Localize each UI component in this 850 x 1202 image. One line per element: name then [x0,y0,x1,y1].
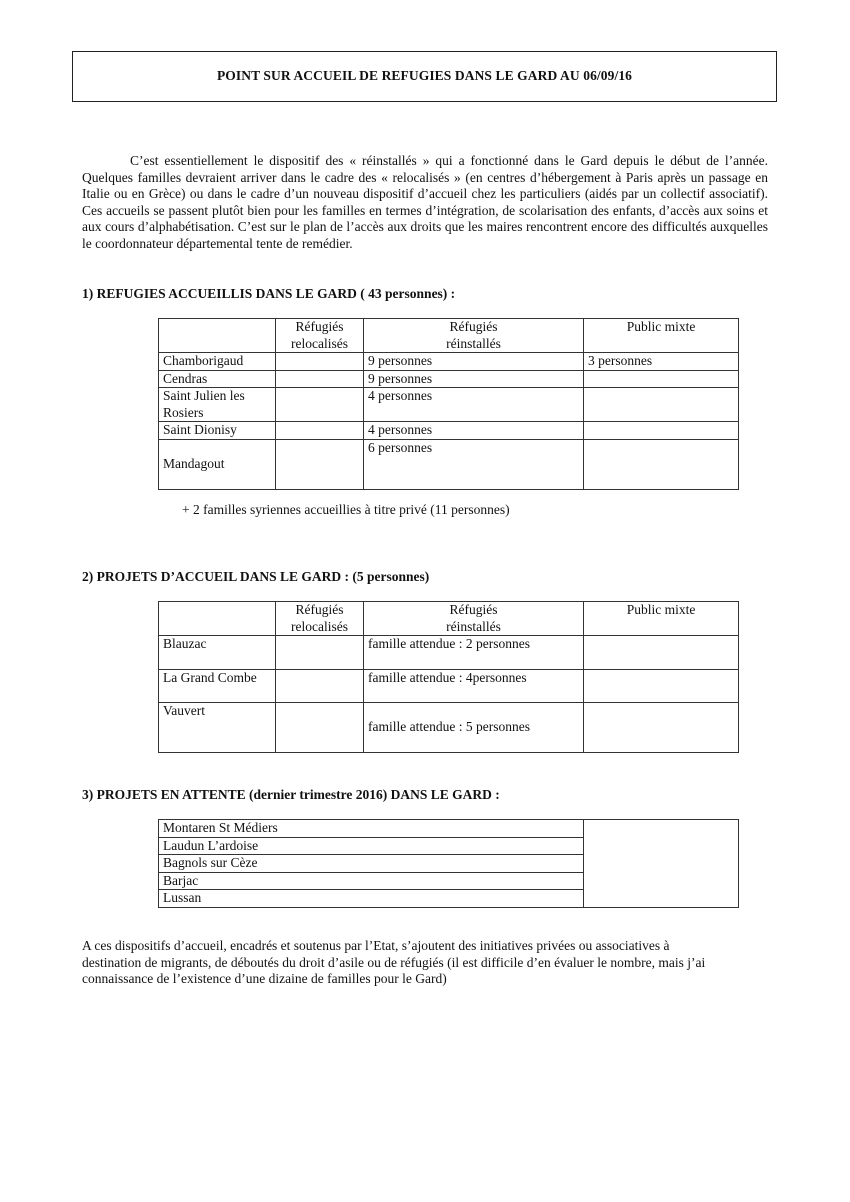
projects-table [158,601,739,753]
mixte-cell [584,670,739,703]
table-row [159,370,739,388]
commune-cell: Montaren St Médiers [159,820,584,838]
relocalises-cell [276,422,364,440]
mixte-cell [584,703,739,753]
commune-cell: Saint Julien les Rosiers [159,388,276,422]
title-box [72,51,777,102]
header-public-mixte: Public mixte [584,602,739,636]
mixte-cell [584,370,739,388]
header-public-mixte: Public mixte [584,319,739,353]
mixte-cell [584,439,739,489]
commune-cell: Mandagout [159,439,276,489]
mixte-cell: 3 personnes [584,353,739,371]
pending-projects-table [158,819,739,908]
commune-cell: Barjac [159,872,584,890]
closing-paragraph [82,938,772,988]
page-title: POINT SUR ACCUEIL DE REFUGIES DANS LE GARD AU 06/09/16 [216,68,633,84]
table-header-row [159,602,739,636]
header-empty-cell [159,319,276,353]
mixte-cell [584,636,739,670]
reinstalles-cell: famille attendue : 4personnes [364,670,584,703]
section2-heading: 2) PROJETS D’ACCUEIL DANS LE GARD : (5 personnes) [82,569,430,584]
relocalises-cell [276,703,364,753]
reinstalles-cell: 4 personnes [364,388,584,422]
commune-cell: Lussan [159,890,584,908]
table-row [159,422,739,440]
relocalises-cell [276,670,364,703]
table-row [159,388,739,422]
header-reinstalles: Réfugiés réinstallés [364,602,584,636]
intro-text: C’est essentiellement le dispositif des « réinstallés » qui a fonctionné dans le Gard depuis le début de l’année. Quelques familles devraient arriver dans le cadre des « relocalisés » (en centres d’hébergement à Paris après un passage en Italie ou en Grèce) ou dans le cadre d’un nouveau dispositif d’accueil chez les particuliers (aidés par un collectif associatif). Ces accueils se passent plutôt bien pour les familles en termes d’intégration, de scolarisation des enfants, d’accès aux soins et aux cours d’alphabétisation. C’est sur le plan de l’accès aux droits que les maires rencontrent encore des difficultés auxquelles le coordonnateur départemental tente de remédier. [82,153,768,251]
reinstalles-cell: famille attendue : 5 personnes [364,703,584,753]
section1-heading: 1) REFUGIES ACCUEILLIS DANS LE GARD ( 43 personnes) : [82,286,456,301]
header-relocalises: Réfugiés relocalisés [276,319,364,353]
relocalises-cell [276,636,364,670]
section3-heading: 3) PROJETS EN ATTENTE (dernier trimestre 2016) DANS LE GARD : [82,787,500,802]
relocalises-cell [276,353,364,371]
mixte-cell [584,422,739,440]
commune-cell: La Grand Combe [159,670,276,703]
reinstalles-cell: 9 personnes [364,370,584,388]
closing-line: connaissance de l’existence d’une dizaine de familles pour le Gard) [82,971,447,986]
commune-cell: Saint Dionisy [159,422,276,440]
commune-cell: Vauvert [159,703,276,753]
commune-cell: Blauzac [159,636,276,670]
reinstalles-cell: 9 personnes [364,353,584,371]
table-row [159,439,739,489]
header-empty-cell [159,602,276,636]
commune-cell: Chamborigaud [159,353,276,371]
table-row [159,820,739,838]
closing-line: destination de migrants, de déboutés du droit d’asile ou de réfugiés (il est difficile d’en évaluer le nombre, mais j’ai [82,954,706,970]
relocalises-cell [276,370,364,388]
table-row [159,353,739,371]
closing-line: A ces dispositifs d’accueil, encadrés et soutenus par l’Etat, s’ajoutent des initiatives privées ou associatives à [82,938,670,953]
mixte-cell [584,388,739,422]
reinstalles-cell: 6 personnes [364,439,584,489]
commune-cell: Cendras [159,370,276,388]
table-row [159,636,739,670]
relocalises-cell [276,439,364,489]
intro-paragraph [82,153,768,252]
table-header-row [159,319,739,353]
relocalises-cell [276,388,364,422]
table-row [159,703,739,753]
empty-side-cell [584,820,739,908]
reinstalles-cell: 4 personnes [364,422,584,440]
header-relocalises: Réfugiés relocalisés [276,602,364,636]
reinstalles-cell: famille attendue : 2 personnes [364,636,584,670]
refugees-table [158,318,739,490]
table-row [159,670,739,703]
private-families-note: + 2 familles syriennes accueillies à titre privé (11 personnes) [182,502,510,517]
commune-cell: Laudun L’ardoise [159,837,584,855]
commune-cell: Bagnols sur Cèze [159,855,584,873]
header-reinstalles: Réfugiés réinstallés [364,319,584,353]
